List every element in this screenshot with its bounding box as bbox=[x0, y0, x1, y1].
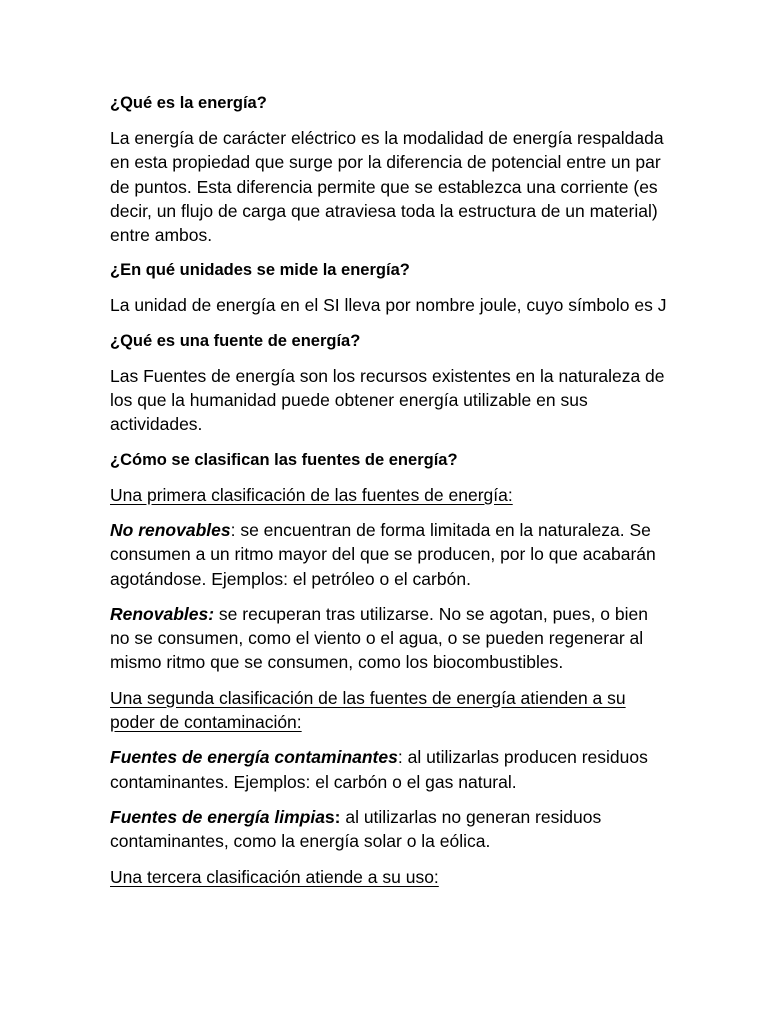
renovables-paragraph bbox=[110, 602, 670, 675]
limpias-paragraph bbox=[110, 805, 670, 854]
answer-energy-source: Las Fuentes de energía son los recursos existentes en la naturaleza de los que la humanidad puede obtener energía utilizable en sus actividades. bbox=[110, 365, 665, 435]
classification-3-heading: Una tercera clasificación atiende a su uso: bbox=[110, 866, 439, 887]
contaminantes-term: Fuentes de energía contaminantes bbox=[110, 747, 398, 768]
contaminantes-text: : al utilizarlas producen residuos contaminantes. Ejemplos: el carbón o el gas natural. bbox=[110, 747, 648, 792]
classification-2-heading: Una segunda clasificación de las fuentes de energía atienden a su poder de contaminación: bbox=[110, 687, 626, 733]
limpias-text: al utilizarlas no generan residuos contaminantes, como la energía solar o la eólica. bbox=[110, 806, 602, 852]
no-renovables-term: No renovables bbox=[110, 519, 231, 540]
question-energy-source: ¿Qué es una fuente de energía? bbox=[110, 331, 361, 350]
question-classification: ¿Cómo se clasifican las fuentes de energía? bbox=[110, 450, 458, 469]
answer-energy-units: La unidad de energía en el SI lleva por nombre joule, cuyo símbolo es J bbox=[110, 295, 667, 316]
contaminantes-paragraph bbox=[110, 745, 670, 794]
renovables-text: se recuperan tras utilizarse. No se agotan, pues, o bien no se consumen, como el viento o el agua, o se pueden regenerar al mismo ritmo que se consumen, como los biocombustibles. bbox=[110, 603, 648, 673]
no-renovables-text: : se encuentran de forma limitada en la naturaleza. Se consumen a un ritmo mayor del que se producen, por lo que acabarán agotándose. Ejemplos: el petróleo o el carbón. bbox=[110, 519, 656, 589]
limpias-term: Fuentes de energía limpia bbox=[110, 806, 325, 827]
classification-1-heading: Una primera clasificación de las fuentes de energía: bbox=[110, 484, 513, 505]
question-what-is-energy: ¿Qué es la energía? bbox=[110, 94, 267, 112]
no-renovables-paragraph bbox=[110, 518, 670, 591]
answer-what-is-energy: La energía de carácter eléctrico es la modalidad de energía respaldada en esta propiedad que surge por la diferencia de potencial entre un par de puntos. Esta diferencia permite que se establezca una corriente (es decir, un flujo de carga que atraviesa toda la estructura de un material) entre ambos. bbox=[110, 128, 664, 246]
limpias-term-suffix: s: bbox=[324, 806, 341, 827]
question-energy-units: ¿En qué unidades se mide la energía? bbox=[110, 261, 410, 280]
renovables-term: Renovables: bbox=[110, 603, 215, 624]
document-page bbox=[110, 91, 670, 900]
